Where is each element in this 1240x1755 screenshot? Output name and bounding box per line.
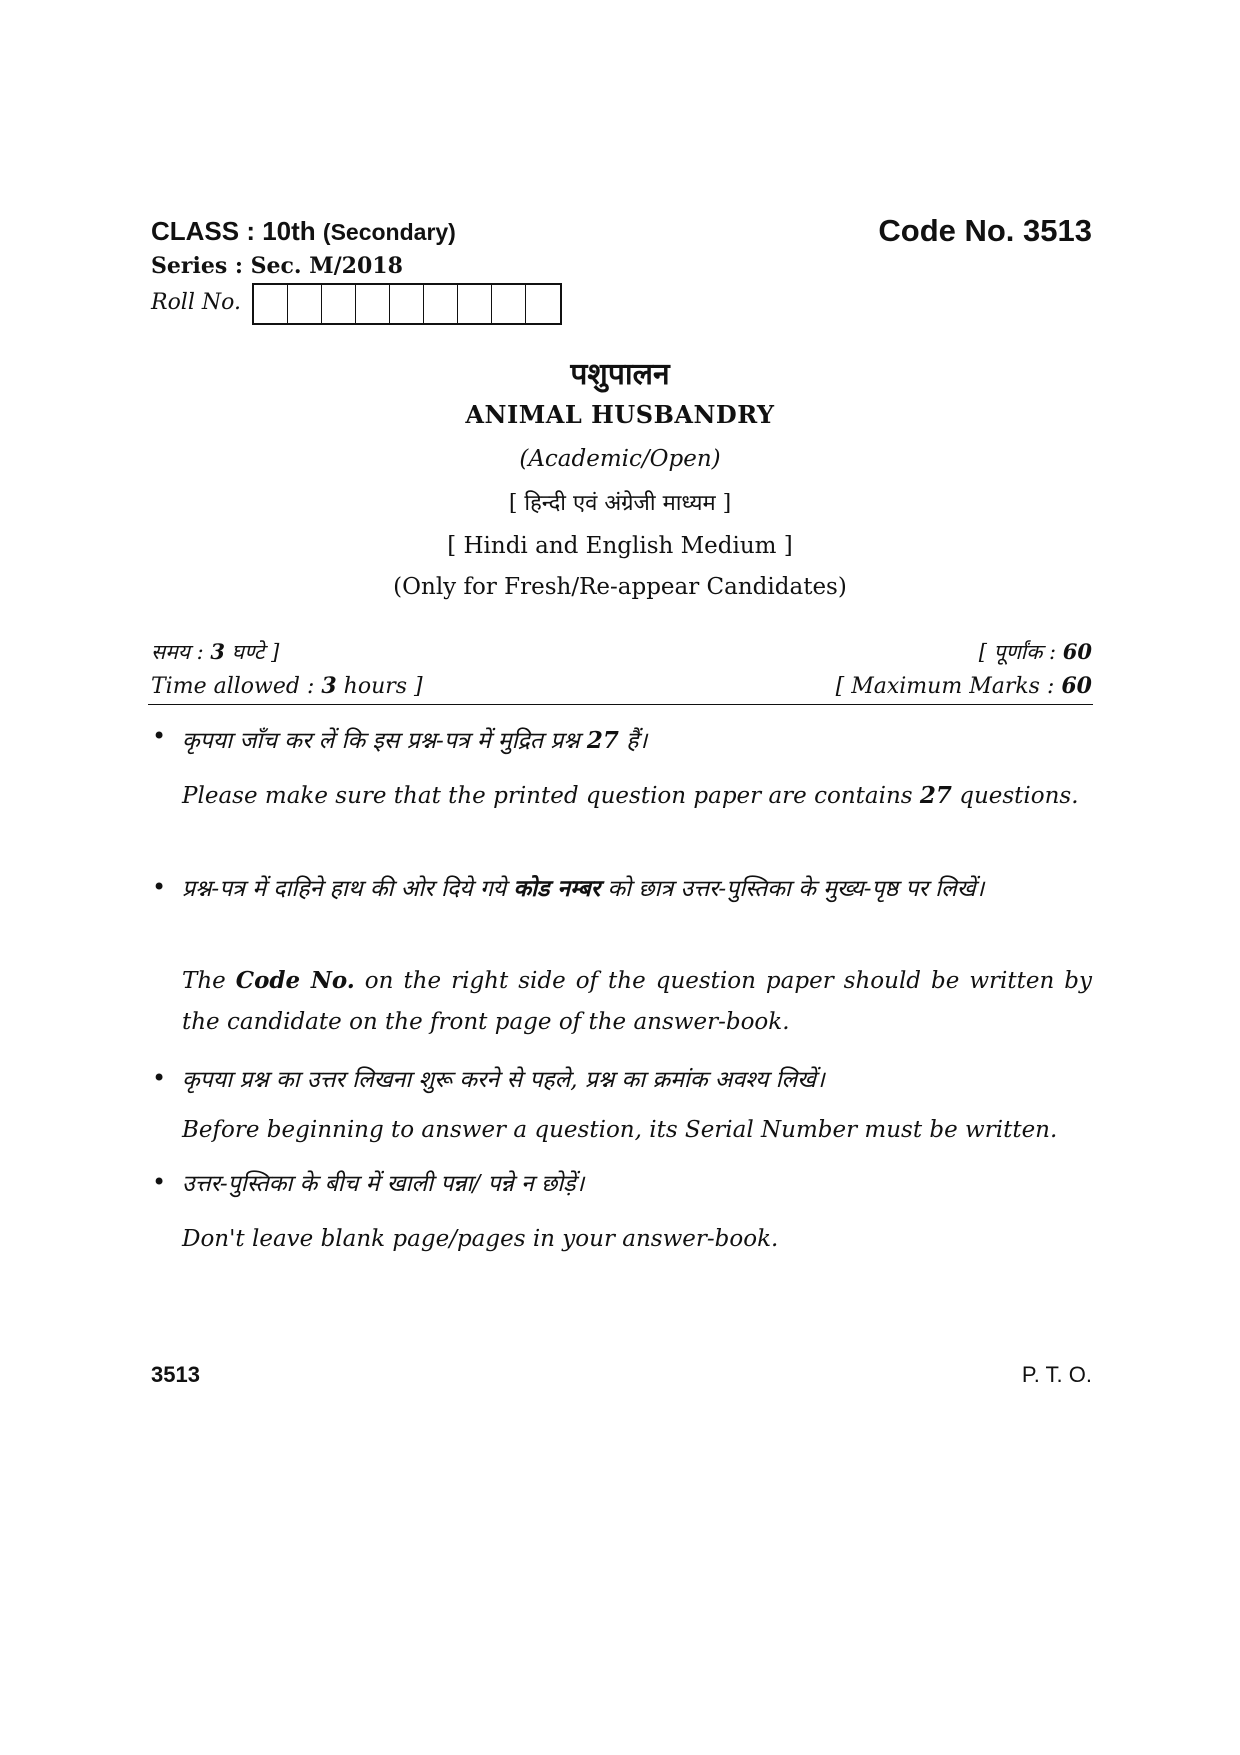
marks-hi-value: 60 [1062, 639, 1092, 664]
academic-open-label: (Academic/Open) [519, 446, 721, 472]
i1-hi-a: कृपया जाँच कर लें कि इस प्रश्न-पत्र में मुद्रित प्रश्न [182, 728, 587, 754]
time-en-prefix: Time allowed : [151, 674, 322, 699]
marks-hi-prefix: [ पूर्णांक : [978, 640, 1063, 664]
i1-en-b: 27 [919, 782, 952, 809]
instruction-3-hindi: कृपया प्रश्न का उत्तर लिखना शुरू करने से पहले, प्रश्न का क्रमांक अवश्य लिखें। [182, 1067, 825, 1093]
i2-hi-c: को छात्र उत्तर-पुस्तिका के मुख्य-पृष्ठ पर लिखें। [600, 876, 985, 902]
medium-label-hindi: [ हिन्दी एवं अंग्रेजी माध्यम ] [508, 491, 732, 516]
instruction-2-english [182, 960, 1092, 1043]
i2-hi-b: कोड नम्बर [513, 875, 601, 902]
roll-number-boxes[interactable] [252, 283, 562, 325]
instruction-3-english: Before beginning to answer a question, its Serial Number must be written. [182, 1117, 1058, 1143]
i2-en-c: on the right side of the question paper should be written by the candidate on the front page of the answer-book. [182, 968, 1093, 1035]
i2-hi-a: प्रश्न-पत्र में दाहिने हाथ की ओर दिये गये [182, 876, 514, 902]
medium-label-english: [ Hindi and English Medium ] [447, 533, 793, 559]
roll-box[interactable] [424, 285, 458, 323]
subject-title-hindi: पशुपालन [570, 357, 670, 392]
please-turn-over: P. T. O. [1021, 1362, 1092, 1387]
bullet-icon: • [152, 1168, 167, 1196]
time-en-suffix: hours ] [336, 674, 423, 699]
candidates-note: (Only for Fresh/Re-appear Candidates) [393, 574, 847, 600]
maximum-marks-hindi [979, 638, 1092, 666]
bullet-icon: • [152, 722, 167, 750]
time-hi-prefix: समय : [151, 640, 211, 664]
marks-en-prefix: [ Maximum Marks : [835, 674, 1062, 699]
i2-en-a: The [182, 968, 236, 994]
instruction-1-english [182, 775, 1092, 817]
header-divider [148, 704, 1093, 705]
series-label: Series : Sec. M/2018 [151, 253, 403, 279]
marks-en-value: 60 [1061, 673, 1092, 699]
time-hi-value: 3 [210, 639, 225, 664]
roll-box[interactable] [458, 285, 492, 323]
instruction-2-hindi [182, 868, 1092, 910]
roll-box[interactable] [254, 285, 288, 323]
roll-box[interactable] [390, 285, 424, 323]
class-label-main: CLASS : 10th [151, 216, 316, 246]
roll-box[interactable] [288, 285, 322, 323]
footer-code-number: 3513 [151, 1362, 200, 1387]
roll-box[interactable] [492, 285, 526, 323]
bullet-icon: • [152, 873, 167, 901]
roll-box[interactable] [322, 285, 356, 323]
i1-en-a: Please make sure that the printed question paper are contains [182, 783, 920, 809]
roll-box[interactable] [526, 285, 560, 323]
time-allowed-english [151, 673, 423, 699]
instruction-1-hindi [182, 720, 1092, 762]
roll-box[interactable] [356, 285, 390, 323]
i1-hi-c: हैं। [618, 728, 648, 754]
roll-number-label: Roll No. [151, 290, 241, 315]
time-allowed-hindi [151, 638, 279, 666]
i2-en-b: Code No. [235, 967, 355, 994]
class-label-sub: (Secondary) [322, 219, 456, 245]
code-number: Code No. 3513 [878, 213, 1092, 248]
class-label [151, 216, 456, 247]
i1-en-c: questions. [951, 783, 1079, 809]
time-hi-suffix: घण्टे ] [225, 640, 280, 664]
subject-title-english: ANIMAL HUSBANDRY [465, 400, 775, 429]
instruction-4-english: Don't leave blank page/pages in your answer-book. [182, 1226, 779, 1252]
instruction-4-hindi: उत्तर-पुस्तिका के बीच में खाली पन्ना/ पन्ने न छोड़ें। [182, 1171, 585, 1197]
maximum-marks-english [836, 673, 1092, 699]
time-en-value: 3 [321, 673, 337, 699]
bullet-icon: • [152, 1064, 167, 1092]
i1-hi-b: 27 [586, 727, 619, 754]
